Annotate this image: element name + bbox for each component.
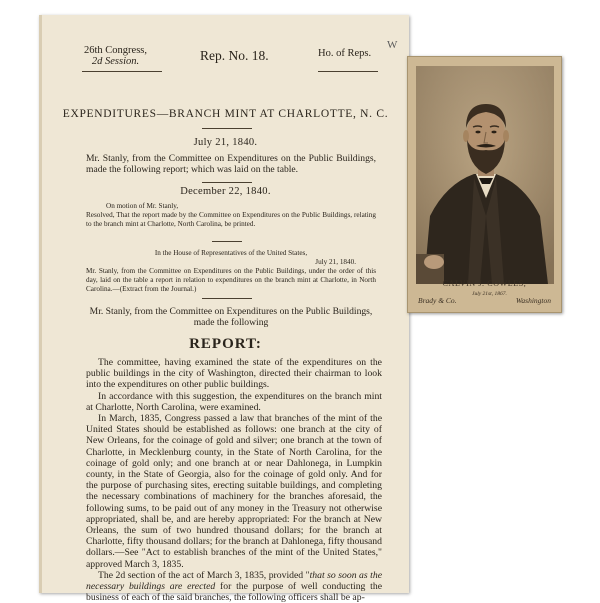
date-july: July 21, 1840. [193, 137, 258, 148]
photo-date: July 21st, 1867. [472, 291, 507, 297]
divider [212, 241, 242, 242]
document-title: EXPENDITURES—BRANCH MINT AT CHARLOTTE, N. C. [62, 108, 389, 120]
body-paragraph: In March, 1835, Congress passed a law that branches of the mint of the United States should be established as follows: one branch at the city of New Orleans, for the coinage of gold and silver; one branch at the town of Charlotte, in Mecklenburg county, in the State of North Carolina, for the coinage of gold only; and one branch at or near Dahlonega, in Lumpkin county, in the State of Georgia, also for the coinage of gold only. And for the purpose of purchasing sites, erecting suitable buildings, and completing the necessary combinations of machinery for the branches aforesaid, the following sums, to be paid out of any money in the Treasury not otherwise appropriated, shall be, and are hereby appropriated: For the branch at New Orleans, the sum of two hundred thousand dollars; for the branch at Charlotte, fifty thousand dollars; for the branch at Dahlonega, fifty thousand dollars.—See "Act to establish branches of the mint of the United States," approved March 3, 1835. [86, 413, 382, 570]
date-december: December 22, 1840. [180, 186, 271, 197]
body-paragraph: The committee, having examined the state of the expenditures on the public buildings in the city of Washington, directed their chairman to look into the expenditures on other public buildings. [86, 357, 382, 391]
first-paragraph: Mr. Stanly, from the Committee on Expenditures on the Public Buildings, made the following report; which was laid on the table. [86, 153, 376, 175]
divider [202, 128, 252, 129]
studio-name: Brady & Co. [418, 296, 457, 305]
session-label: 2d Session. [91, 56, 140, 67]
body-paragraph: In accordance with this suggestion, the expenditures on the branch mint at Charlotte, North Carolina, were examined. [86, 390, 382, 413]
journal-extract: Mr. Stanly, from the Committee on Expenditures on the Public Buildings, under the order of this day, laid on the table a report in relation to expenditures on the branch mint at Charlotte, in North Carolina.—(Extract from the Journal.) [86, 267, 376, 293]
report-number: Rep. No. 18. [200, 48, 269, 63]
pencil-mark: W [387, 39, 398, 51]
header-rule-right [318, 71, 378, 72]
report-document [39, 15, 409, 603]
portrait-photo [416, 66, 554, 284]
divider [202, 298, 252, 299]
body-paragraph: The 2d section of the act of March 3, 1835, provided "that so soon as the necessary buildings are erected for the purpose of well conducting the business of each of the said branches, the following officers shall be ap- [86, 569, 382, 603]
house-date: July 21, 1840. [315, 258, 356, 266]
studio-city: Washington [515, 296, 551, 305]
report-heading: REPORT: [189, 336, 262, 352]
second-paragraph: Mr. Stanly, from the Committee on Expenditures on the Public Buildings, made the following [89, 306, 373, 328]
portrait-card [407, 56, 562, 313]
congress-session [84, 45, 147, 67]
house-line: In the House of Representatives of the United States, [154, 249, 308, 257]
motion-line: On motion of Mr. Stanly, [106, 202, 179, 210]
house-label: Ho. of Reps. [318, 48, 372, 59]
resolved-paragraph: Resolved, That the report made by the Committee on Expenditures on the Public Buildings, relating to the branch mint at Charlotte, North Carolina, be printed. [86, 211, 376, 228]
header-rule-left [82, 71, 162, 72]
man-portrait-icon [416, 66, 554, 284]
congress-label: 26th Congress, [84, 45, 147, 56]
sitter-name: CALVIN J. COWLES, [442, 279, 527, 288]
report-body [86, 357, 382, 603]
divider [202, 182, 252, 183]
